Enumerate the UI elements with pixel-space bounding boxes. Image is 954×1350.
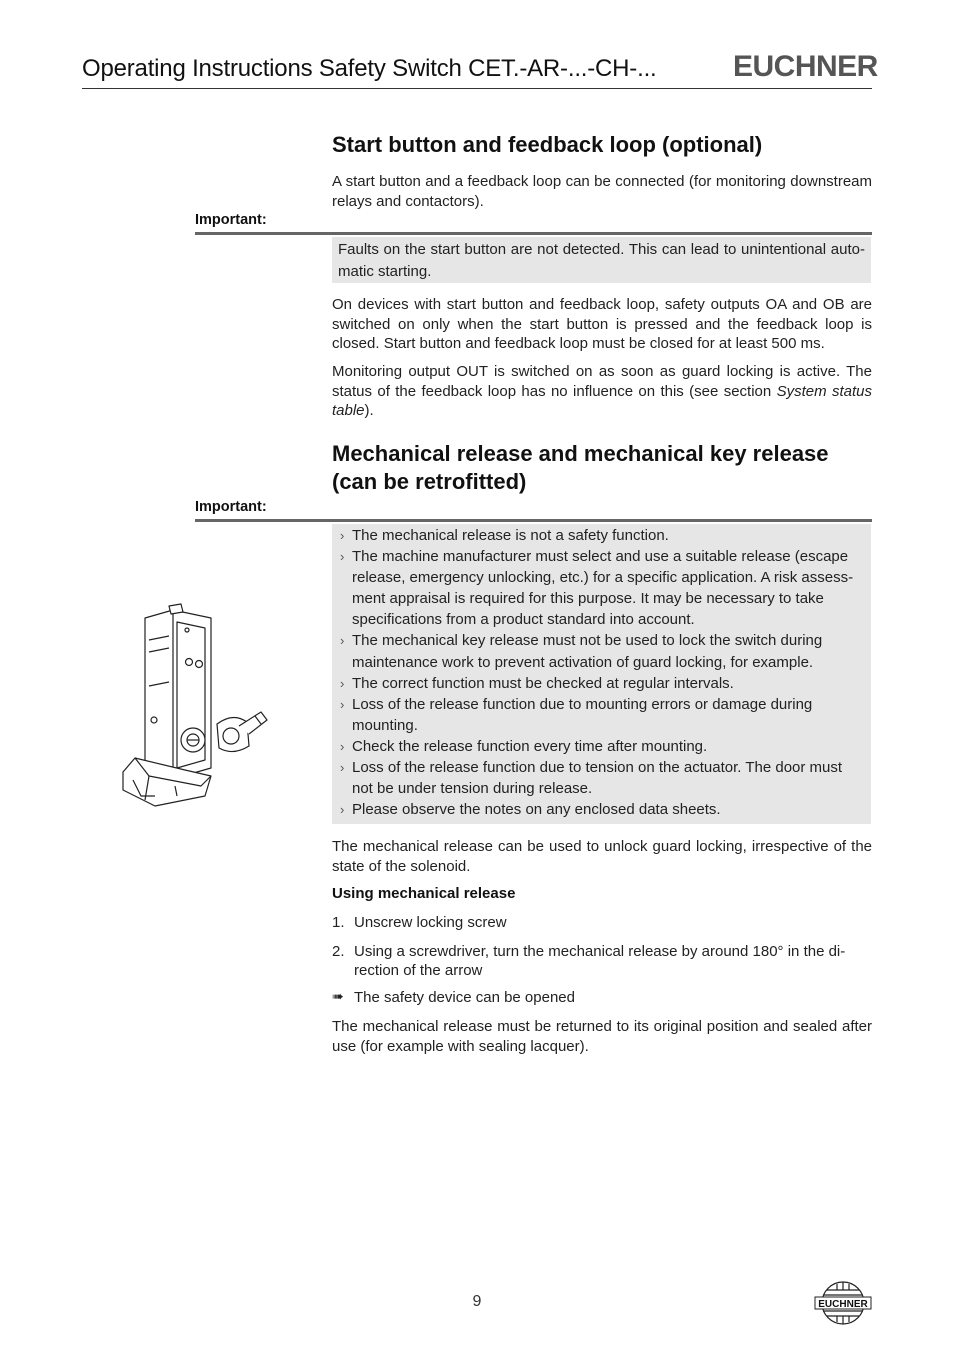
important-note-box [332,237,871,283]
important-bullet-item: › Loss of the release function due to tension on the actuator. The door must not be under tension during release. [337,757,863,799]
result-line: ➠ The safety device can be opened [332,988,575,1006]
section-heading-start-button: Start button and feedback loop (optional) [332,132,763,157]
important-rule-2 [195,519,872,522]
footer-logo [813,1278,873,1328]
section1-para2: Monitoring output OUT is switched on as soon as guard locking is active. The status of the feedback loop has no influence on this (see section System status table). [332,363,872,419]
important-label: Important: [195,212,267,228]
header-rule [82,88,872,89]
important-bullet-item: › Check the release function every time after mounting. [337,736,863,757]
footer-logo-text: EUCHNER [818,1299,868,1310]
step-item: 1. Unscrew locking screw [332,914,507,931]
steps-list [332,913,857,990]
important-rule [195,232,872,235]
important-bullets-box [332,524,871,824]
important-bullet-item: › The mechanical release is not a safety function. [337,525,863,546]
important-bullet-item: › Loss of the release function due to mounting errors or damage during mounting. [337,694,863,736]
section1-para1: On devices with start button and feedback loop, safety outputs OA and OB are switched on only when the start button is pressed and the feedback loop is closed. Start button and feedback loop must be closed for at least 500 ms. [332,296,872,352]
page-number: 9 [472,1293,482,1310]
arrow-right-icon: ➠ [332,988,344,1004]
brand-logo: EUCHNER [733,50,878,83]
important-note-text: Faults on the start button are not detected. This can lead to unintentional automatic starting. [338,241,865,280]
section1-intro: A start button and a feedback loop can be connected (for monitoring downstream relays and contactors). [332,173,872,210]
important-bullet-item: › Please observe the notes on any enclosed data sheets. [337,799,863,820]
section2-para2: The mechanical release must be returned to its original position and sealed after use (for example with sealing lacquer). [332,1018,872,1055]
using-mechanical-release-subheading: Using mechanical release [332,885,516,902]
section2-para1: The mechanical release can be used to unlock guard locking, irrespective of the state of the solenoid. [332,838,872,875]
step-item: 2. Using a screwdriver, turn the mechanical release by around 180° in the direction of the arrow [332,942,846,979]
page-header-title: Operating Instructions Safety Switch CET.-AR-...-CH-... [82,55,657,82]
important-bullet-list [332,524,871,820]
important-bullet-item: › The mechanical key release must not be used to lock the switch during maintenance work to prevent activation of guard locking, for example. [337,630,863,672]
important-label-2: Important: [195,499,267,515]
section-heading-mechanical-release: Mechanical release and mechanical key release (can be retrofitted) [332,441,829,494]
important-bullet-item: › The correct function must be checked at regular intervals. [337,673,863,694]
safety-switch-illustration [115,600,275,810]
important-bullet-item: › The machine manufacturer must select and use a suitable release (escape release, emergency unlocking, etc.) for a specific application. A risk assessment appraisal is required for this purpose. It may be necessary to take specifications from a product standard into account. [337,546,863,630]
